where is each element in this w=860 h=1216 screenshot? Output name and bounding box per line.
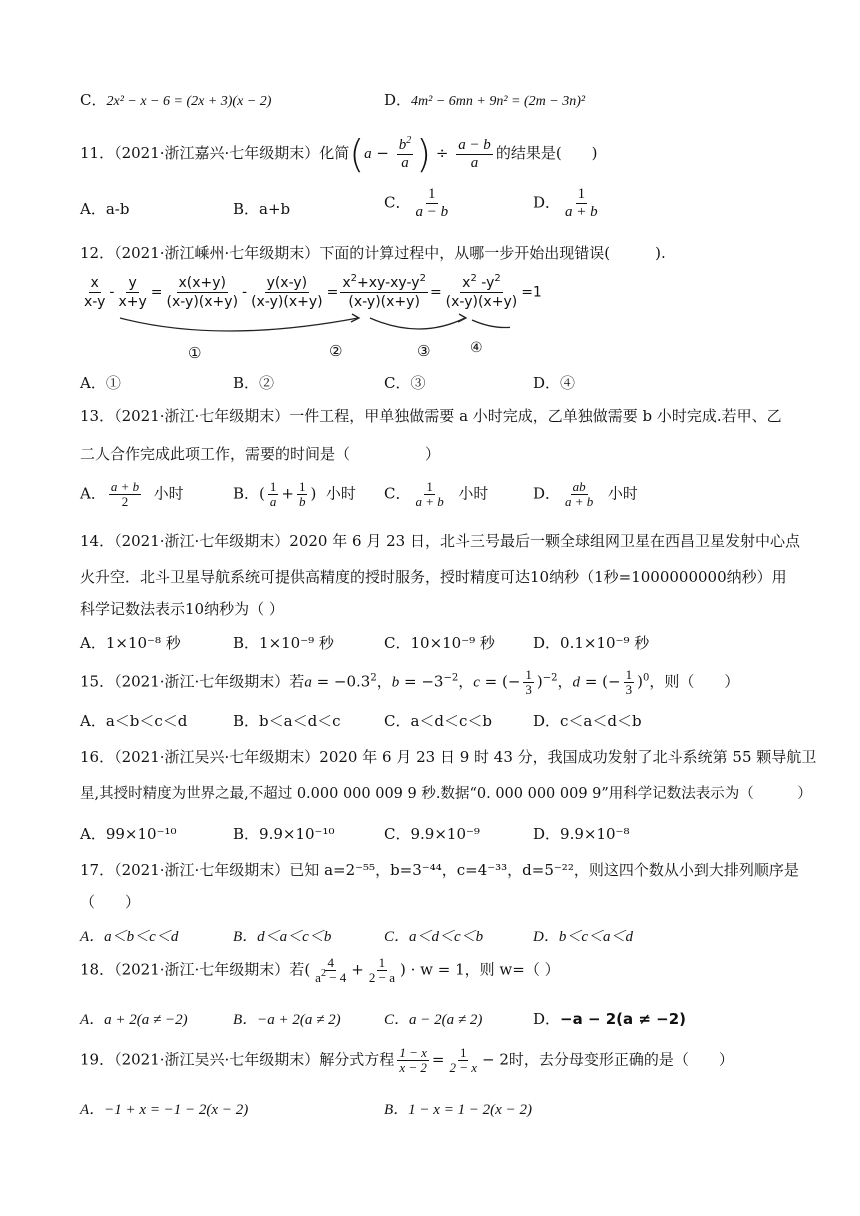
q19-option-b: B．1 − x = 1 − 2(x − 2) (384, 1102, 532, 1118)
q14-stem-line3: 科学记数法表示10纳秒为（ ） (80, 600, 284, 618)
q10-option-c: C．2x² − x − 6 = (2x + 3)(x − 2) (80, 91, 272, 109)
q17-option-c: C．a＜d＜c＜b (384, 929, 484, 945)
q11-option-b: B．a+b (233, 200, 291, 218)
q13-option-d: D． $\frac{ab}{a + b}$ 小时 (533, 479, 638, 509)
q15-option-b: B．b＜a＜d＜c (233, 712, 341, 730)
q15-option-a: A．a＜b＜c＜d (80, 712, 188, 730)
q16-option-b: B．9.9×10⁻¹⁰ (233, 825, 335, 843)
q15-stem: 15．（2021·浙江·七年级期末）若$a = -0.3^2$，$b = -3^{-2}$，c = (− $\frac{1}{3}$ )$^{-2}$，d = (− $\frac{1}{3}$ )$^0$，则（ ） (80, 667, 740, 697)
q18-option-c: C．a − 2(a ≠ 2) (384, 1012, 483, 1028)
q12-option-d: D．④ (533, 374, 576, 392)
q14-stem-line2: 火升空．北斗卫星导航系统可提供高精度的授时服务，授时精度可达10纳秒（1秒=1000000000纳秒）用 (80, 568, 787, 586)
q12-step-3: ③ (417, 342, 431, 360)
q16-option-d: D．9.9×10⁻⁸ (533, 825, 630, 843)
q13-stem-line1: 13．（2021·浙江·七年级期末）一件工程，甲单独做需要 a 小时完成，乙单独做需要 b 小时完成.若甲、乙 (80, 407, 782, 425)
q18-option-a: A．a + 2(a ≠ −2) (80, 1012, 188, 1028)
q11-stem: 11．（2021·浙江嘉兴·七年级期末）化简(a − $\frac{b^2}{a}$ ) ÷ $\frac{a - b}{a}$ 的结果是( ) (80, 132, 598, 176)
q16-stem-line2: 星,其授时精度为世界之最,不超过 0.000 000 009 9 秒.数据“0. 000 000 009 9”用科学记数法表示为（ ） (80, 786, 812, 802)
q12-step-arrows (80, 274, 510, 364)
q14-stem-line1: 14．（2021·浙江·七年级期末）2020 年 6 月 23 日，北斗三号最后一颗全球组网卫星在西昌卫星发射中心点 (80, 532, 800, 550)
q11-option-c: C． $\frac{1}{a - b}$ (384, 186, 449, 220)
q13-stem-line2: 二人合作完成此项工作，需要的时间是（ ） (80, 445, 441, 463)
q16-option-a: A．99×10⁻¹⁰ (80, 825, 177, 843)
q19-stem: 19．（2021·浙江吴兴·七年级期末）解分式方程 $\frac{1 - x}{x - 2}$ = $\frac{1}{2 - x}$ − 2时，去分母变形正确的是（ ） (80, 1045, 734, 1075)
q11-option-a: A．a-b (80, 200, 130, 218)
q12-calculation-steps (80, 273, 542, 364)
q17-stem-line1: 17．（2021·浙江·七年级期末）已知 a=2⁻⁵⁵，b=3⁻⁴⁴，c=4⁻³³，d=5⁻²²，则这四个数从小到大排列顺序是 (80, 861, 799, 879)
q18-stem: 18．（2021·浙江·七年级期末）若( $\frac{4}{a^2 - 4}$ + $\frac{1}{2 - a}$ ) · w = 1，则 w=（ ） (80, 955, 560, 985)
q12-step-4: ④ (470, 340, 483, 356)
q14-option-c: C．10×10⁻⁹ 秒 (384, 634, 495, 652)
q16-option-c: C．9.9×10⁻⁹ (384, 825, 480, 843)
q15-option-d: D．c＜a＜d＜b (533, 712, 642, 730)
q17-stem-line2: （ ） (80, 893, 141, 911)
q18-option-d: D．−a − 2(a ≠ −2) (533, 1010, 687, 1028)
q13-option-a: A． $\frac{a + b}{2}$ 小时 (80, 479, 184, 509)
q18-option-b: B．−a + 2(a ≠ 2) (233, 1012, 341, 1028)
q12-step-1: ① (188, 344, 202, 362)
q13-option-b: B．( $\frac{1}{a}$ + $\frac{1}{b}$ ) 小时 (233, 479, 356, 509)
q11-option-d: D． $\frac{1}{a + b}$ (533, 186, 598, 220)
q12-expression: $\frac{x}{x-y}$ - $\frac{y}{x+y}$ = $\frac{x(x+y)}{(x-y)(x+y)}$ - $\frac{y(x-y)}{(x-y)(x+y)}$ = $\frac{x^2+xy-xy-y^2}{(x-y)(x+y)}$ = $\frac{x^2 -y^2}{(x-y)(x+y)}$ =1 (84, 273, 542, 310)
q15-option-c: C．a＜d＜c＜b (384, 712, 493, 730)
q14-option-a: A．1×10⁻⁸ 秒 (80, 634, 181, 652)
q17-option-a: A．a＜b＜c＜d (80, 929, 179, 945)
q12-step-2: ② (329, 342, 343, 360)
q12-option-b: B．② (233, 374, 275, 392)
q12-stem: 12．（2021·浙江嵊州·七年级期末）下面的计算过程中，从哪一步开始出现错误( ). (80, 244, 666, 262)
q12-option-a: A．① (80, 374, 121, 392)
q14-option-b: B．1×10⁻⁹ 秒 (233, 634, 334, 652)
q17-option-b: B．d＜a＜c＜b (233, 929, 332, 945)
q19-option-a: A．−1 + x = −1 − 2(x − 2) (80, 1102, 249, 1118)
q16-stem-line1: 16．（2021·浙江吴兴·七年级期末）2020 年 6 月 23 日 9 时 43 分，我国成功发射了北斗系统第 55 颗导航卫 (80, 748, 817, 766)
q13-option-c: C． $\frac{1}{a + b}$ 小时 (384, 479, 489, 509)
q12-option-c: C．③ (384, 374, 426, 392)
q10-option-d: D．4m² − 6mn + 9n² = (2m − 3n)² (384, 91, 586, 109)
q17-option-d: D．b＜c＜a＜d (533, 929, 633, 945)
q14-option-d: D．0.1×10⁻⁹ 秒 (533, 634, 650, 652)
